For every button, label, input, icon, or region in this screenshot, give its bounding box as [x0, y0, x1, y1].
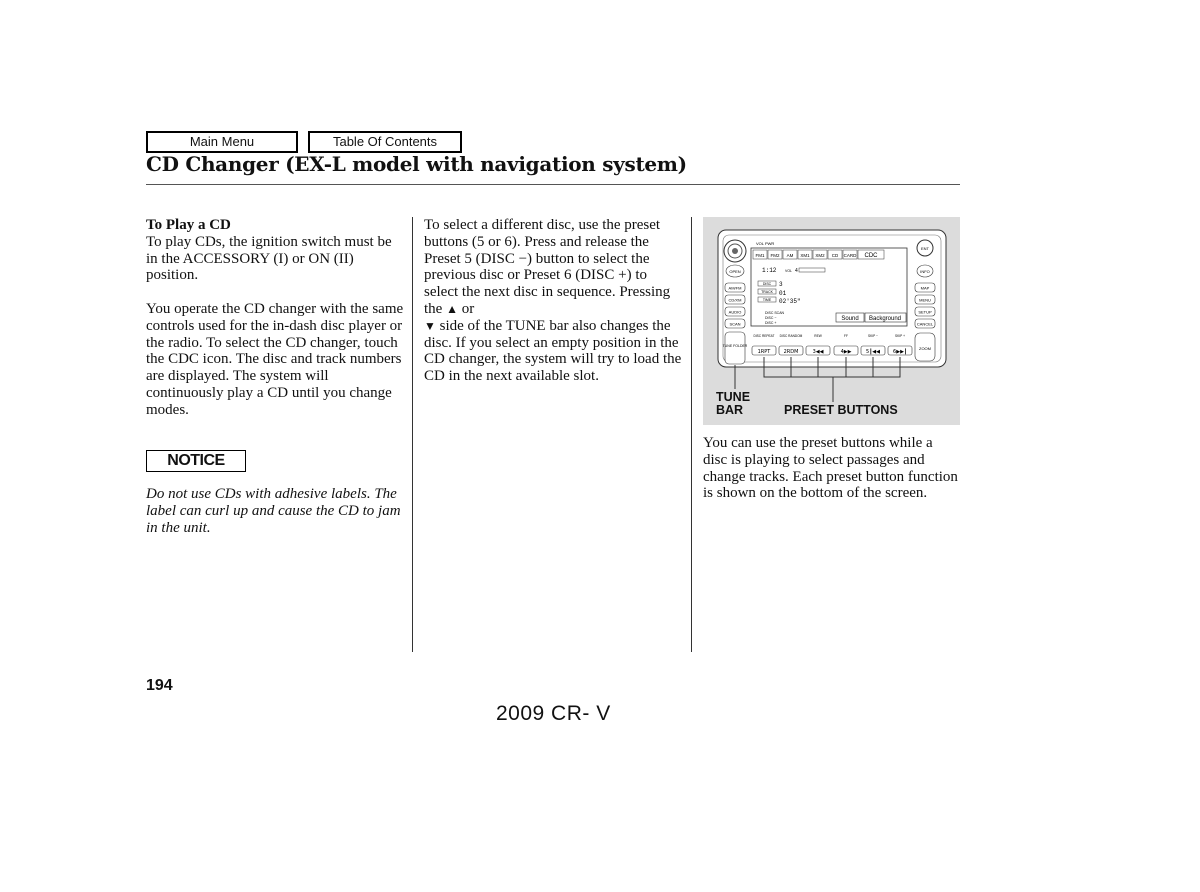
button-label: MAP — [920, 285, 930, 291]
disc-plus-label: DISC + — [765, 321, 777, 325]
tune-bar-button[interactable] — [725, 332, 745, 364]
preset-button-label: 6▶▶┃ — [893, 349, 907, 355]
preset-button-label: 4▶▶ — [840, 349, 852, 355]
tab-label: CD — [831, 253, 839, 258]
column-2 — [424, 217, 682, 385]
or-word: or — [461, 300, 475, 317]
table-of-contents-button[interactable]: Table Of Contents — [308, 131, 462, 153]
track-label: TRACK — [761, 290, 773, 294]
button-label: SETUP — [918, 309, 932, 315]
up-triangle-icon: ▲ — [446, 301, 458, 316]
preset-button-label: 2RDM — [783, 349, 799, 355]
button-label: INFO — [920, 269, 930, 274]
down-triangle-icon: ▼ — [424, 318, 436, 333]
preset-function-label: FF — [844, 334, 848, 338]
background-button-label: Background — [868, 316, 902, 322]
preset-function-label: DISC REPEAT — [753, 334, 775, 338]
title-divider — [146, 184, 960, 185]
source-tabs — [753, 250, 884, 259]
disc-label: DISC — [762, 282, 772, 286]
column-divider-2 — [691, 217, 692, 652]
disc-value: 3 — [779, 281, 783, 288]
preset-buttons-label: PRESET BUTTONS — [784, 403, 898, 417]
notice-text: Do not use CDs with adhesive labels. The label can curl up and cause the CD to jam in the unit. — [146, 486, 401, 536]
paragraph-disc-select: To select a different disc, use the preset buttons (5 or 6). Press and release the Preset 5 (DISC −) button to select the previous disc or Preset 6 (DISC +) to select the next disc in sequence. Pressing the — [424, 217, 671, 317]
vol-value: 4 — [795, 268, 798, 274]
paragraph-preset-usage: You can use the preset buttons while a disc is playing to select passages and change tracks. Each preset button function is shown on the bottom of the screen. — [703, 435, 958, 502]
vol-label: VOL — [785, 269, 793, 273]
preset-function-label: DISC RANDOM — [779, 334, 803, 338]
tab-label: CDC — [864, 253, 878, 259]
preset-function-label: SKIP − — [868, 334, 878, 338]
button-label: AUDIO — [728, 309, 742, 315]
button-label: CD/XM — [728, 297, 742, 303]
tab-label: FM2 — [770, 253, 780, 258]
page-number: 194 — [146, 677, 173, 694]
section-heading: To Play a CD — [146, 217, 231, 233]
tune-bar-label: TUNE BAR — [716, 390, 751, 417]
button-label: SCAN — [729, 321, 741, 327]
tab-label: FM1 — [755, 253, 765, 258]
vol-pwr-label: VOL PWR — [756, 241, 775, 246]
button-label: MENU — [919, 297, 931, 303]
sound-button-label: Sound — [841, 316, 859, 322]
page-title: CD Changer (EX-L model with navigation system) — [146, 152, 687, 176]
preset-button-label: 3◀◀ — [812, 349, 824, 355]
time-label: TIME — [762, 298, 772, 302]
column-1 — [146, 217, 404, 419]
disc-minus-label: DISC − — [765, 316, 777, 320]
column-divider-1 — [412, 217, 413, 652]
button-label: OPEN — [729, 269, 741, 274]
preset-button-label: 1RPT — [757, 349, 771, 355]
time-value: 02'35" — [779, 298, 801, 305]
zoom-label: ZOOM — [919, 346, 931, 351]
clock-readout: 1:12 — [762, 267, 777, 274]
disc-scan-label: DISC SCAN — [765, 311, 785, 315]
tune-folder-label: TUNE FOLDER — [722, 344, 748, 348]
button-label: CANCEL — [916, 321, 934, 327]
preset-function-label: SKIP + — [895, 334, 905, 338]
ent-label: ENT — [921, 246, 929, 251]
track-value: 01 — [779, 290, 787, 297]
notice-badge: NOTICE — [146, 450, 246, 472]
paragraph-operation: You operate the CD changer with the same controls used for the in-dash disc player or the radio. To select the CD changer, touch the CDC icon. The disc and track numbers are displayed. The system will continuously play a CD until you change modes. — [146, 300, 404, 418]
preset-function-label: REW — [814, 334, 822, 338]
tab-label: XM1 — [800, 253, 810, 258]
tab-label: XM2 — [815, 253, 825, 258]
tab-label: AM — [786, 253, 794, 258]
tab-label: CARD — [843, 253, 857, 258]
paragraph-tune-bar: side of the TUNE bar also changes the disc. If you select an empty position in the CD changer, the system will try to load the CD in the next available slot. — [424, 317, 682, 385]
preset-button-label: 5┃◀◀ — [866, 349, 880, 355]
main-menu-button[interactable]: Main Menu — [146, 131, 298, 153]
button-label: AM/FM — [728, 285, 742, 291]
model-name: 2009 CR- V — [496, 702, 611, 725]
paragraph-ignition: To play CDs, the ignition switch must be in the ACCESSORY (I) or ON (II) position. — [146, 233, 392, 284]
